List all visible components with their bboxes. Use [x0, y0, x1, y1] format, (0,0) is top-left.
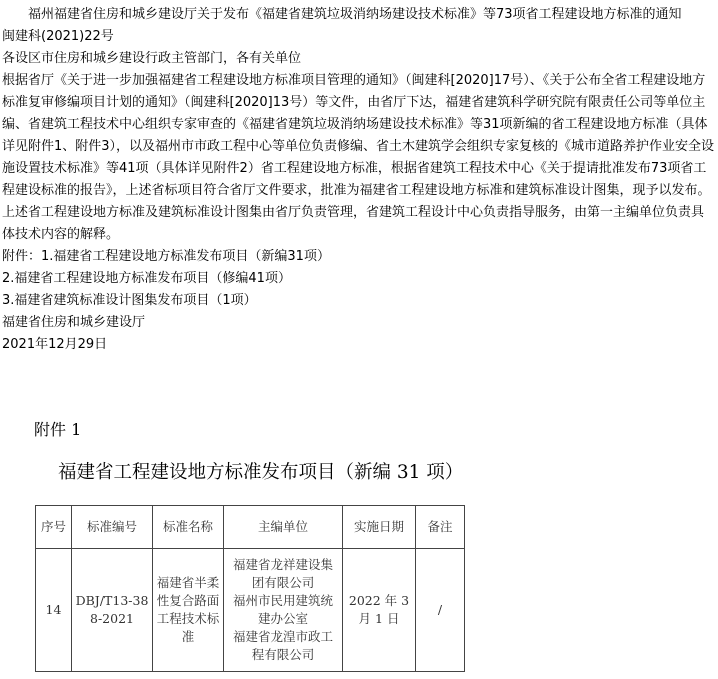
notice-title: 福州福建省住房和城乡建设厅关于发布《福建省建筑垃圾消纳场建设技术标准》等73项省工程建设地方标准的通知 [28, 7, 682, 22]
table-row [36, 549, 465, 672]
body-paragraph-1: 根据省厅《关于进一步加强福建省工程建设地方标准项目管理的通知》（闽建科[2020]17号）、《关于公布全省工程建设地方标准复审修编项目计划的通知》（闽建科[2020]13号）等文件，由省厅下达，福建省建筑科学研究院有限责任公司等单位主编、省建筑工程技术中心组织专家审查的《福建省建筑垃圾消纳场建设技术标准》等31项新编的省工程建设地方标准（具体详见附件1、附件3），以及福州市市政工程中心等单位负责修编、省土木建筑学会组织专家复核的《城市道路养护作业安全设施设置技术标准》等41项（具体详见附件2）省工程建设地方标准，根据省建筑工程技术中心《关于提请批准发布73项省工程建设标准的报告》，上述省标项目符合省厅文件要求，批准为福建省工程建设地方标准和建筑标准设计图集，现予以发布。 [2, 73, 715, 198]
table-header-row [36, 506, 465, 549]
attachment-item-2: 2.福建省工程建设地方标准发布项目（修编41项） [2, 271, 291, 286]
cell-date: 2022 年 3 月 1 日 [343, 549, 416, 672]
issuer: 福建省住房和城乡建设厅 [2, 315, 146, 330]
attachment-label: 附件 1 [34, 420, 82, 439]
editor-2: 福州市民用建筑统建办公室 [232, 593, 333, 626]
cell-editors [224, 549, 343, 672]
header-remark: 备注 [416, 506, 465, 549]
notice-text [2, 4, 716, 356]
standards-table [35, 505, 465, 672]
issue-date: 2021年12月29日 [2, 337, 108, 352]
editor-1: 福建省龙祥建设集团有限公司 [232, 557, 333, 590]
editor-3: 福建省龙湟市政工程有限公司 [232, 629, 333, 662]
cell-remark: / [416, 549, 465, 672]
body-paragraph-2: 上述省工程建设地方标准及建筑标准设计图集由省厅负责管理，省建筑工程设计中心负责指导服务，由第一主编单位负责具体技术内容的解释。 [2, 205, 705, 242]
header-name: 标准名称 [153, 506, 224, 549]
header-editor: 主编单位 [224, 506, 343, 549]
doc-number: 闽建科(2021)22号 [2, 29, 114, 44]
cell-code: DBJ/T13-388-2021 [72, 549, 153, 672]
attachment-item-3: 3.福建省建筑标准设计图集发布项目（1项） [2, 293, 257, 308]
recipients: 各设区市住房和城乡建设行政主管部门，各有关单位 [2, 51, 302, 66]
header-date: 实施日期 [343, 506, 416, 549]
header-code: 标准编号 [72, 506, 153, 549]
cell-name: 福建省半柔性复合路面工程技术标准 [153, 549, 224, 672]
attachment-title: 福建省工程建设地方标准发布项目（新编 31 项） [58, 462, 464, 483]
header-no: 序号 [36, 506, 72, 549]
attachment-item-1: 附件：1.福建省工程建设地方标准发布项目（新编31项） [2, 249, 330, 264]
cell-no: 14 [36, 549, 72, 672]
